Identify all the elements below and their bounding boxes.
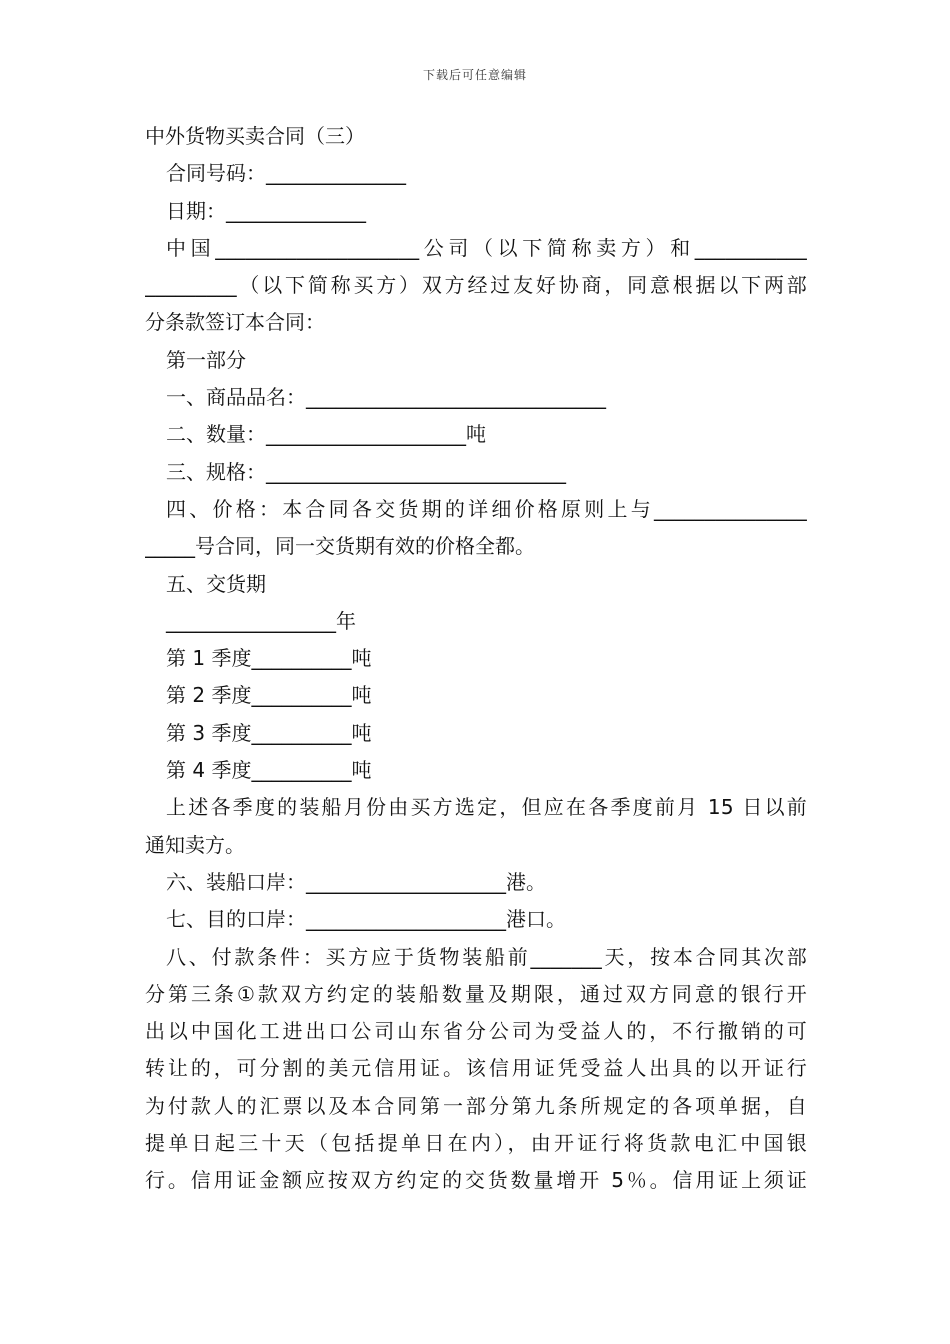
intro-paragraph-line-1: 中国____________________公司（以下简称卖方）和___________ (166, 235, 807, 260)
contract-number-field: 合同号码：______________ (166, 161, 406, 186)
delivery-quarter-1: 第 1 季度__________吨 (166, 646, 372, 671)
contract-title: 中外货物买卖合同（三） (145, 124, 365, 148)
payment-terms-line-5: 为付款人的汇票以及本合同第一部分第九条所规定的各项单据，自 (145, 1093, 807, 1118)
contract-date-field: 日期：______________ (166, 198, 366, 223)
item-product-name: 一、商品品名：______________________________ (166, 385, 606, 410)
delivery-quarter-3: 第 3 季度__________吨 (166, 720, 372, 745)
part-one-heading: 第一部分 (166, 347, 246, 372)
payment-terms-line-7: 行。信用证金额应按双方约定的交货数量增开 5％。信用证上须证 (145, 1168, 807, 1193)
item-quantity: 二、数量：____________________吨 (166, 422, 486, 447)
intro-paragraph-line-2: _________（以下简称买方）双方经过友好协商，同意根据以下两部 (145, 273, 807, 298)
payment-terms-line-2: 分第三条①款双方约定的装船数量及期限，通过双方同意的银行开 (145, 981, 807, 1006)
payment-terms-line-3: 出以中国化工进出口公司山东省分公司为受益人的，不行撤销的可 (145, 1019, 807, 1044)
shipment-note-line-2: 通知卖方。 (145, 832, 245, 857)
item-price-line-1: 四、价格：本合同各交货期的详细价格原则上与_______________ (166, 496, 807, 521)
contract-document (145, 118, 807, 1200)
page-header-note: 下载后可任意编辑 (422, 68, 527, 82)
item-destination-port: 七、目的口岸：____________________港口。 (166, 907, 566, 932)
payment-terms-line-4: 转让的，可分割的美元信用证。该信用证凭受益人出具的以开证行 (145, 1056, 807, 1081)
item-price-line-2: _____号合同，同一交货期有效的价格全都。 (145, 534, 535, 559)
item-delivery-period: 五、交货期 (166, 571, 266, 596)
item-specification: 三、规格：______________________________ (166, 459, 566, 484)
delivery-quarter-4: 第 4 季度__________吨 (166, 758, 372, 783)
shipment-note-line-1: 上述各季度的装船月份由买方选定，但应在各季度前月 15 日以前 (166, 795, 807, 820)
delivery-year-line: _________________年 (166, 608, 356, 633)
payment-terms-line-1: 八、付款条件：买方应于货物装船前_______天，按本合同其次部 (166, 944, 807, 969)
delivery-quarter-2: 第 2 季度__________吨 (166, 683, 372, 708)
payment-terms-line-6: 提单日起三十天（包括提单日在内），由开证行将货款电汇中国银 (145, 1131, 807, 1156)
item-loading-port: 六、装船口岸：____________________港。 (166, 869, 546, 894)
intro-paragraph-line-3: 分条款签订本合同： (145, 310, 325, 335)
